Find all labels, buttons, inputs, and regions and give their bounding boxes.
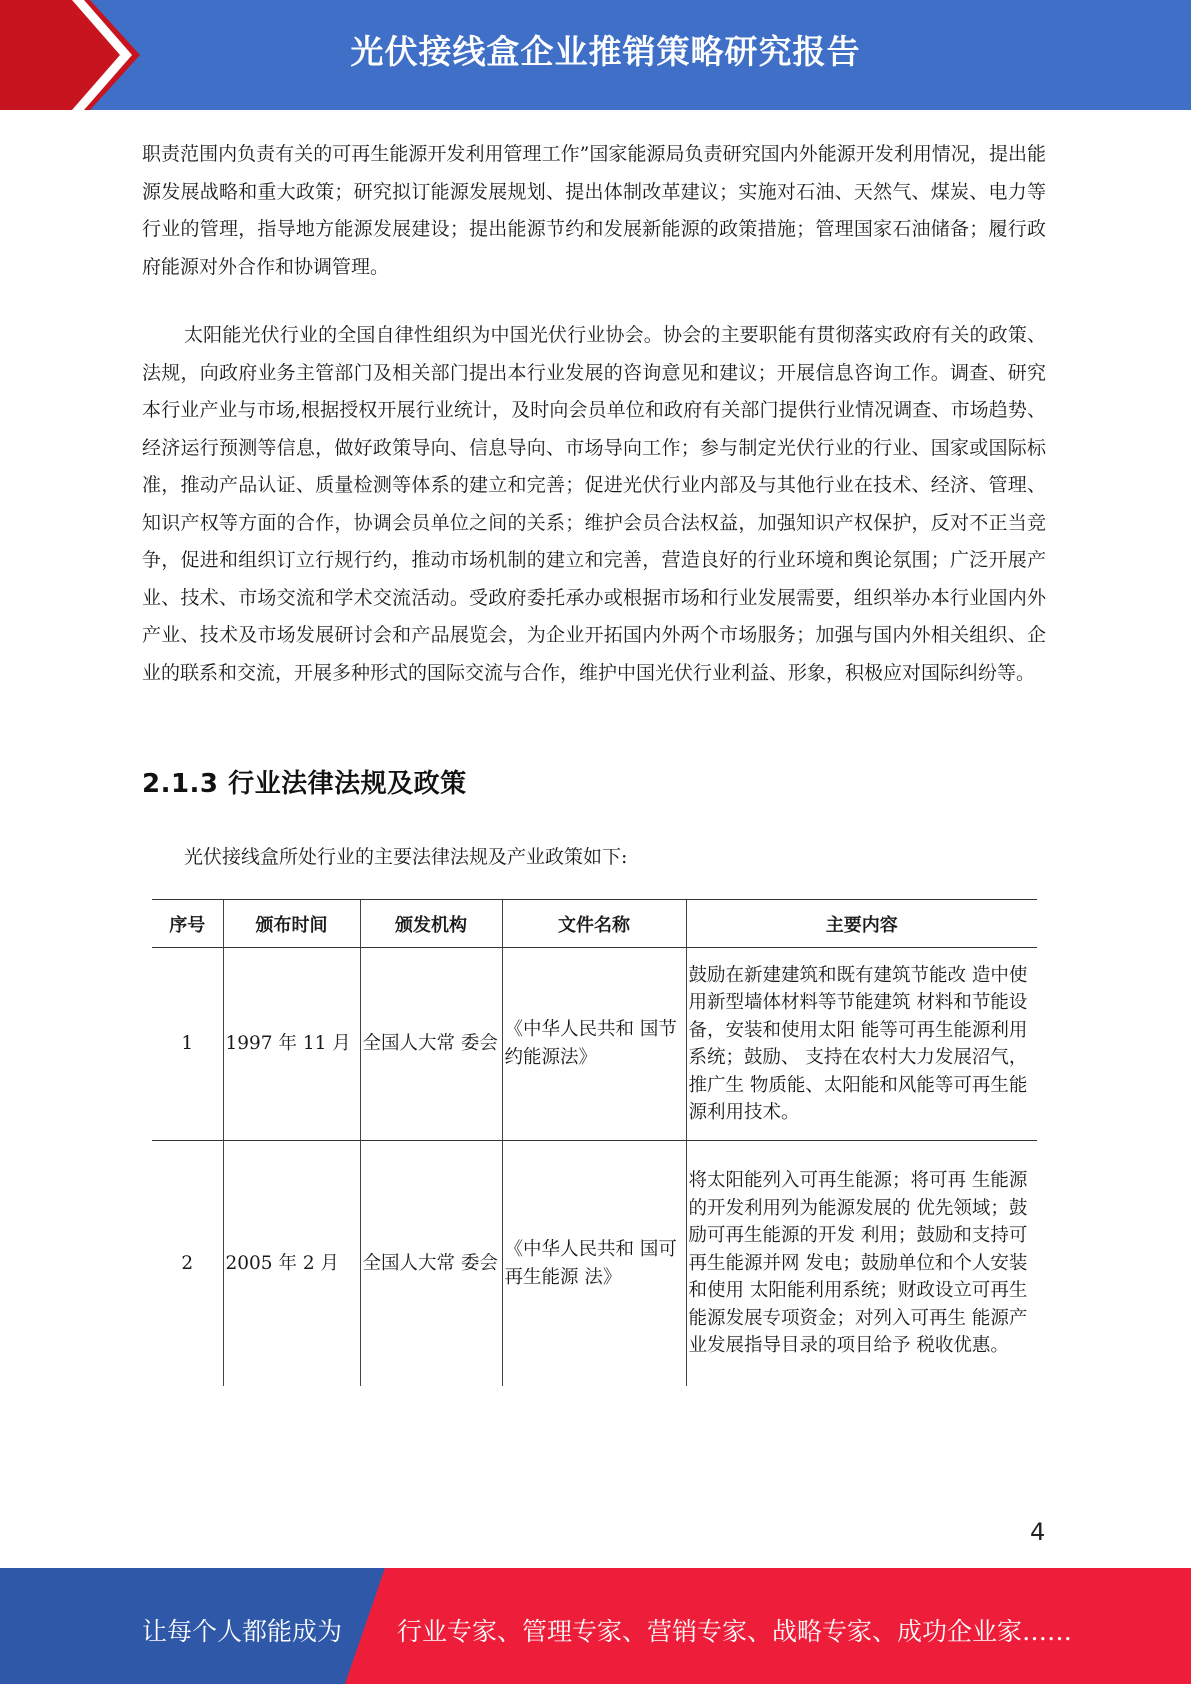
header-banner (0, 0, 1191, 110)
table-header-row (152, 900, 1037, 948)
cell-content: 将太阳能列入可再生能源；将可再 生能源的开发利用列为能源发展的 优先领域；鼓励可再生能源的开发 利用；鼓励和支持可再生能源并网 发电；鼓励单位和个人安装和使用 太阳能利用系统；财政设立可再生 能源发展专项资金；对列入可再生 能源产业发展指导目录的项目给予 税收优惠。 (686, 1141, 1037, 1387)
header-issuer: 颁发机构 (360, 900, 502, 948)
header-no: 序号 (152, 900, 223, 948)
cell-issuer: 全国人大常 委会 (360, 948, 502, 1141)
body-paragraph: 职责范围内负责有关的可再生能源开发利用管理工作”国家能源局负责研究国内外能源开发利用情况，提出能源发展战略和重大政策；研究拟订能源发展规划、提出体制改革建议；实施对石油、天然气、煤炭、电力等行业的管理，指导地方能源发展建设；提出能源节约和发展新能源的政策措施；管理国家石油储备；履行政府能源对外合作和协调管理。 (142, 143, 1046, 278)
footer-slogan-right: 行业专家、管理专家、营销专家、战略专家、成功企业家…… (397, 1617, 1073, 1646)
table-intro: 光伏接线盒所处行业的主要法律法规及产业政策如下: (184, 846, 628, 868)
page-number: 4 (1030, 1518, 1046, 1546)
cell-date: 2005 年 2 月 (223, 1141, 360, 1387)
header-doc: 文件名称 (502, 900, 686, 948)
footer-slogan-left: 让每个人都能成为 (142, 1617, 343, 1646)
cell-doc: 《中华人民共和 国节约能源法》 (502, 948, 686, 1141)
report-title: 光伏接线盒企业推销策略研究报告 (350, 32, 861, 71)
body-paragraph: 太阳能光伏行业的全国自律性组织为中国光伏行业协会。协会的主要职能有贯彻落实政府有关的政策、法规，向政府业务主管部门及相关部门提出本行业发展的咨询意见和建议；开展信息咨询工作。调查、研究本行业产业与市场,根据授权开展行业统计，及时向会员单位和政府有关部门提供行业情况调查、市场趋势、经济运行预测等信息，做好政策导向、信息导向、市场导向工作；参与制定光伏行业的行业、国家或国际标准，推动产品认证、质量检测等体系的建立和完善；促进光伏行业内部及与其他行业在技术、经济、管理、知识产权等方面的合作，协调会员单位之间的关系；维护会员合法权益，加强知识产权保护，反对不正当竞争，促进和组织订立行规行约，推动市场机制的建立和完善，营造良好的行业环境和舆论氛围；广泛开展产业、技术、市场交流和学术交流活动。受政府委托承办或根据市场和行业发展需要，组织举办本行业国内外产业、技术及市场发展研讨会和产品展览会，为企业开拓国内外两个市场服务；加强与国内外相关组织、企业的联系和交流，开展多种形式的国际交流与合作，维护中国光伏行业利益、形象，积极应对国际纠纷等。 (142, 324, 1046, 684)
cell-content: 鼓励在新建建筑和既有建筑节能改 造中使用新型墙体材料等节能建筑 材料和节能设备，安装和使用太阳 能等可再生能源利用系统；鼓励、 支持在农村大力发展沼气，推广生 物质能、太阳能和风能等可再生能 源利用技术。 (686, 948, 1037, 1141)
cell-doc: 《中华人民共和 国可再生能源 法》 (502, 1141, 686, 1387)
cell-no: 1 (152, 948, 223, 1141)
table-row (152, 1141, 1037, 1387)
header-date: 颁布时间 (223, 900, 360, 948)
cell-issuer: 全国人大常 委会 (360, 1141, 502, 1387)
header-content: 主要内容 (686, 900, 1037, 948)
cell-no: 2 (181, 1252, 194, 1274)
regulations-table (152, 899, 1037, 1386)
table-row (152, 948, 1037, 1141)
section-heading: 2.1.3 行业法律法规及政策 (142, 769, 467, 799)
cell-date: 1997 年 11 月 (223, 948, 360, 1141)
